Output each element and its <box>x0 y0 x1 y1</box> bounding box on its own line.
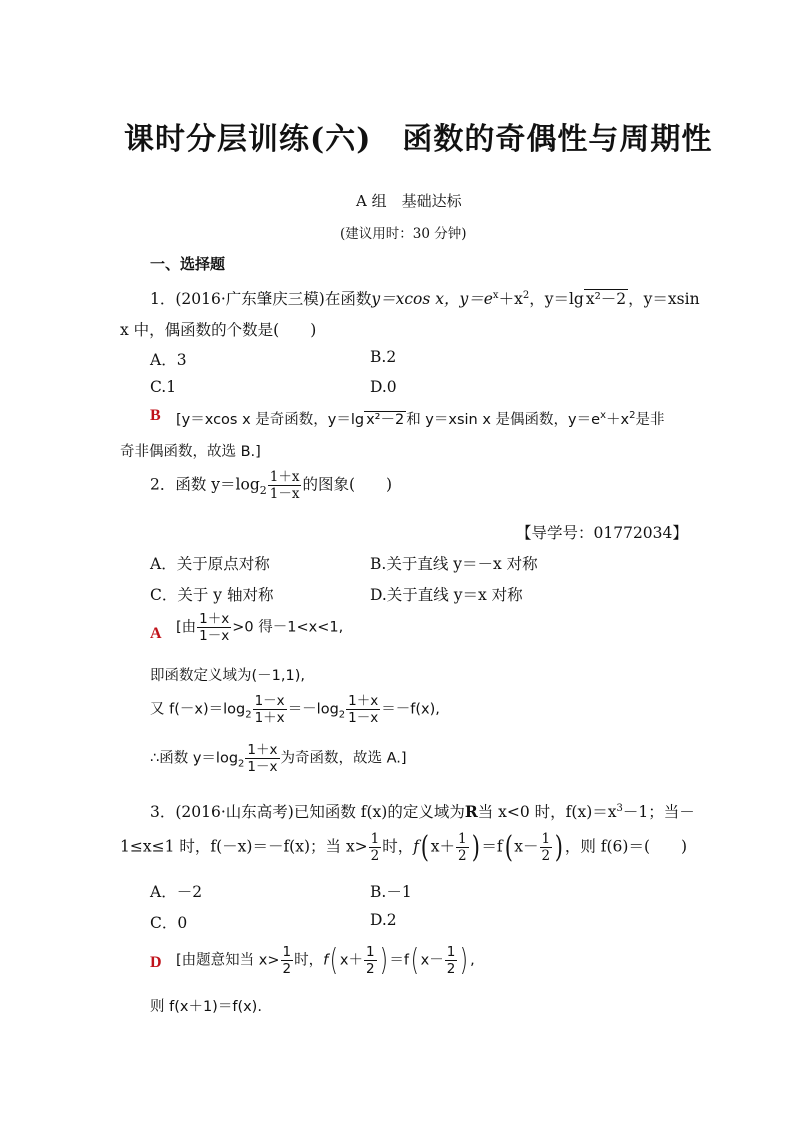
sqrt-expr: x²－2 <box>585 290 627 308</box>
q3-solution-line1: [由题意知当 x> $\frac{1}{2}$ 时，f( x＋ $\frac{1}{2}$ ) ＝f( x－ $\frac{1}{2}$ ) , <box>176 943 475 978</box>
q1-option-d: D.0 <box>370 378 397 396</box>
group-heading: A 组 基础达标 <box>356 192 462 210</box>
q2-solution-line2: 即函数定义域为(－1,1), <box>150 668 305 684</box>
q1-option-b: B.2 <box>370 348 397 366</box>
q3-option-d: D.2 <box>370 911 397 929</box>
q2-stem: 2．函数 $y=\log_2$ $\frac{1+x}{1-x}$ 的图象( ) <box>150 469 393 503</box>
q1-explanation-line2: 奇非偶函数，故选 B.] <box>120 444 261 460</box>
page-title: 课时分层训练(六) 函数的奇偶性与周期性 <box>124 122 713 157</box>
q2-option-b: B.关于直线 y＝－x 对称 <box>370 555 538 573</box>
q1-stem-line2: x 中，偶函数的个数是( ) <box>120 321 317 339</box>
q2-option-d: D.关于直线 y＝x 对称 <box>370 586 523 604</box>
q2-option-a: A．关于原点对称 <box>150 555 270 573</box>
q3-option-c: C．0 <box>150 914 188 932</box>
q1-answer: B <box>150 407 161 424</box>
q1-explanation-line1: [y＝xcos x 是奇函数，y＝lg x²－2 和 y＝xsin x 是偶函数，$y=e^x+x^2$是非 <box>176 410 665 428</box>
q2-answer: A <box>150 625 162 642</box>
q2-option-c: C．关于 y 轴对称 <box>150 586 274 604</box>
q2-solution-line1: [由 $\frac{1+x}{1-x}$ >0 得－1<x<1, <box>176 611 344 645</box>
q3-answer: D <box>150 954 162 971</box>
time-hint: (建议用时：30 分钟) <box>340 226 467 242</box>
q3-solution-line2: 则 f(x＋1)＝f(x). <box>150 999 262 1015</box>
q2-solution-line3: 又 $f(-x)=\log_2$ $\frac{1-x}{1+x}$ $=-\log_2$ $\frac{1+x}{1-x}$ ＝－f(x), <box>150 693 440 727</box>
q3-stem-line2: 1≤x≤1 时，f(－x)＝－f(x)；当 x> $\frac{1}{2}$ 时，f( x＋ $\frac{1}{2}$ ) ＝f( x－ $\frac{1}{2}$ ) ，则 f(6)＝( ) <box>120 830 688 865</box>
q2-reference: 【导学号：01772034】 <box>516 524 688 542</box>
q3-stem-line1: 3．(2016·山东高考)已知函数 f(x)的定义域为R当 x<0 时，$f(x)=x^3-1$；当－ <box>150 802 695 821</box>
q1-option-c: C.1 <box>150 378 177 396</box>
section-heading: 一、选择题 <box>150 255 226 273</box>
q2-solution-line4: ∴函数 $y=\log_2$ $\frac{1+x}{1-x}$ 为奇函数，故选 A.] <box>150 742 407 776</box>
q3-option-b: B.－1 <box>370 883 412 901</box>
q1-stem-line1: 1．(2016·广东肇庆三模)在函数y＝xcos x，$y=e^x+x^2$，y＝lg x²－2 ，y＝xsin <box>150 290 700 308</box>
q1-option-a: A．3 <box>150 351 187 369</box>
q3-option-a: A．－2 <box>150 883 203 901</box>
